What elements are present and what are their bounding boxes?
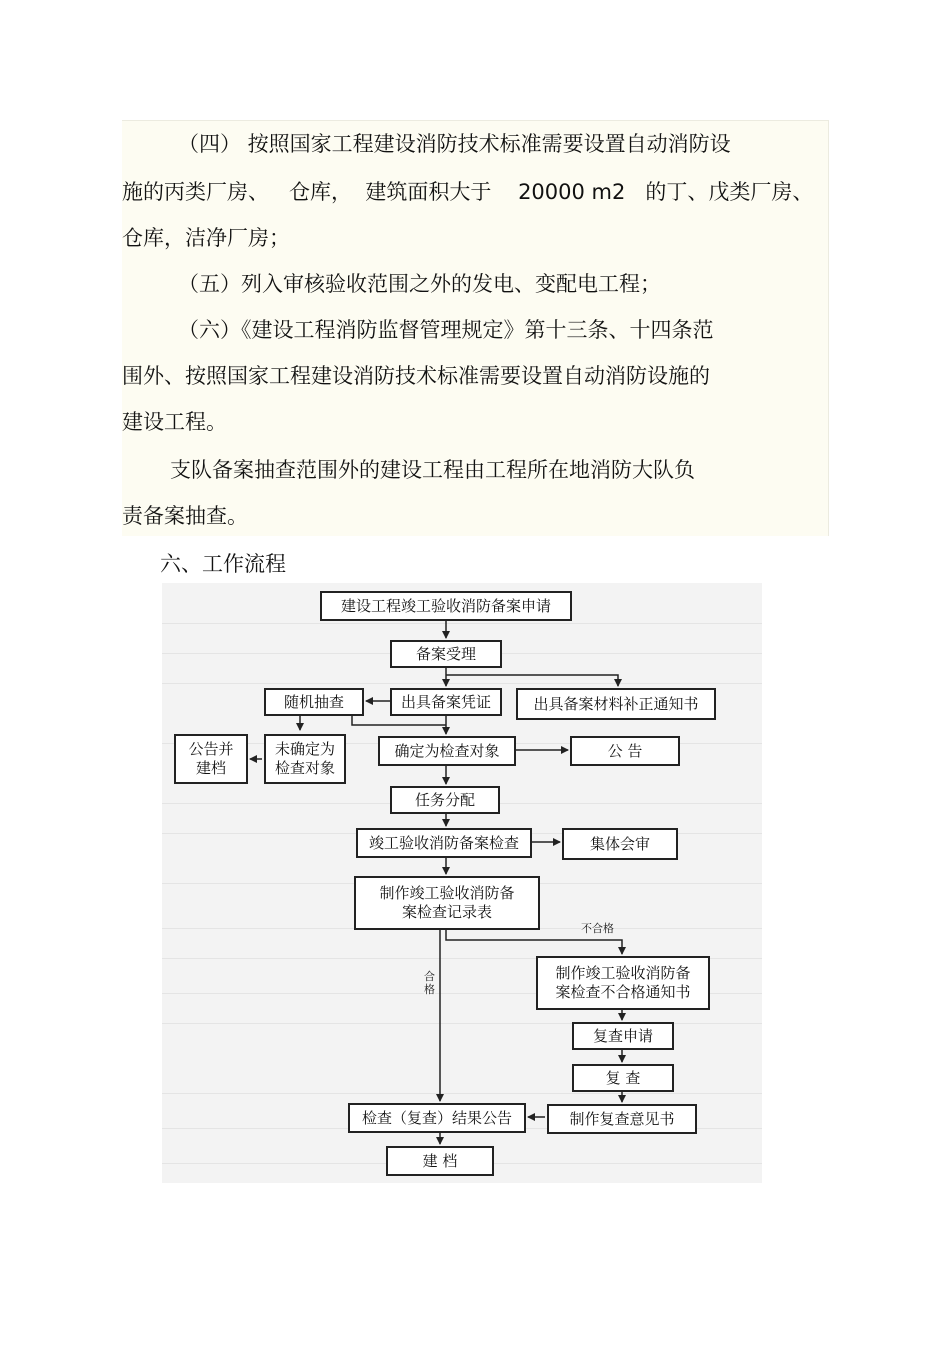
node-random-check: 随机抽查: [264, 688, 364, 716]
node-recheck-apply: 复查申请: [572, 1022, 674, 1050]
node-certificate: 出具备案凭证: [390, 688, 502, 716]
paragraph-line: 建设工程。: [122, 410, 227, 434]
paragraph-line: 施的丙类厂房、 仓库， 建筑面积大于 20000 m2 的丁、戊类厂房、: [122, 180, 814, 204]
node-apply: 建设工程竣工验收消防备案申请: [320, 591, 572, 621]
node-collective-review: 集体会审: [562, 828, 678, 860]
section-heading: 六、工作流程: [160, 552, 286, 576]
paragraph-line: （六）《建设工程消防监督管理规定》第十三条、十四条范: [178, 318, 714, 342]
edge-label-fail: 不合格: [581, 922, 614, 935]
node-announce: 公 告: [570, 736, 680, 766]
node-assign: 任务分配: [390, 786, 500, 814]
node-archive: 建 档: [386, 1146, 494, 1176]
node-record-table: 制作竣工验收消防备 案检查记录表: [354, 876, 540, 930]
paragraph-line: （四） 按照国家工程建设消防技术标准需要设置自动消防设: [178, 132, 731, 156]
node-recheck-opinion: 制作复查意见书: [547, 1104, 697, 1134]
node-not-selected: 未确定为 检查对象: [264, 734, 346, 784]
paragraph-line: 支队备案抽查范围外的建设工程由工程所在地消防大队负: [170, 458, 695, 482]
paragraph-line: 责备案抽查。: [122, 504, 248, 528]
paragraph-line: 仓库，洁净厂房；: [122, 226, 290, 250]
node-supplement-notice: 出具备案材料补正通知书: [516, 688, 716, 720]
node-fail-notice: 制作竣工验收消防备 案检查不合格通知书: [536, 956, 710, 1010]
edge-label-pass: 合 格: [424, 970, 435, 996]
node-result-notice: 检查（复查）结果公告: [348, 1103, 526, 1133]
node-inspection: 竣工验收消防备案检查: [356, 828, 532, 858]
node-recheck: 复 查: [572, 1064, 674, 1092]
node-selected: 确定为检查对象: [378, 736, 516, 766]
node-publish-archive: 公告并 建档: [174, 734, 248, 784]
paragraph-line: 围外、按照国家工程建设消防技术标准需要设置自动消防设施的: [122, 364, 710, 388]
paragraph-line: （五）列入审核验收范围之外的发电、变配电工程；: [178, 272, 661, 296]
node-accept: 备案受理: [390, 640, 502, 668]
